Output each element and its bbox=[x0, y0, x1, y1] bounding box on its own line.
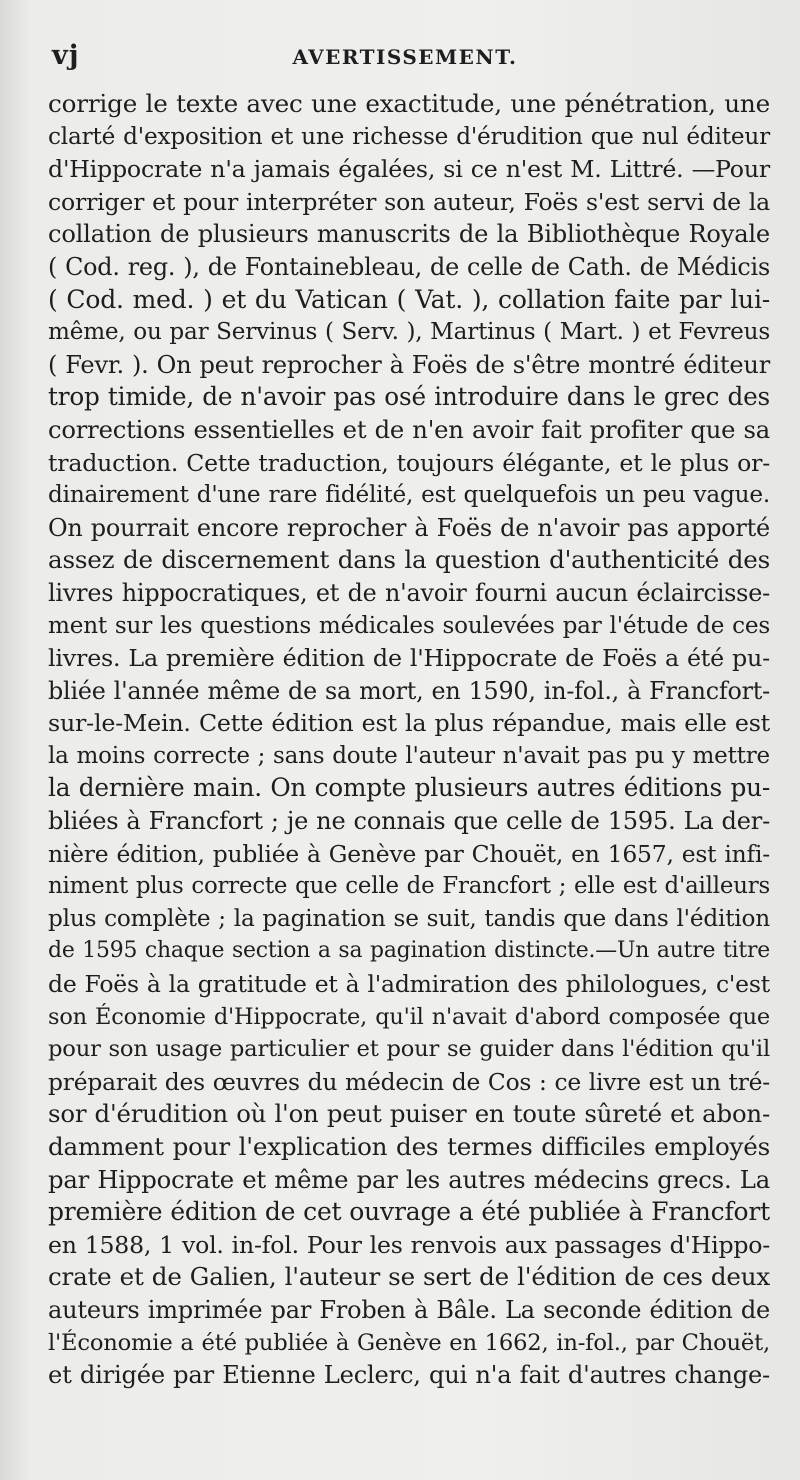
text-line: collation de plusieurs manuscrits de la Bibliothèque Royale bbox=[48, 220, 770, 249]
text-line: pour son usage particulier et pour se guider dans l'édition qu'il bbox=[48, 1036, 770, 1063]
text-line: auteurs imprimée par Froben à Bâle. La seconde édition de bbox=[48, 1295, 770, 1324]
text-line: dinairement d'une rare fidélité, est quelquefois un peu vague. bbox=[48, 482, 770, 509]
running-head bbox=[52, 40, 758, 80]
text-line: corriger et pour interpréter son auteur, Foës s'est servi de la bbox=[48, 187, 770, 216]
text-line: corrige le texte avec une exactitude, une pénétration, une bbox=[48, 89, 770, 118]
text-line: bliées à Francfort ; je ne connais que celle de 1595. La der- bbox=[48, 807, 770, 836]
body-text bbox=[48, 88, 770, 1392]
text-line: niment plus correcte que celle de Francfort ; elle est d'ailleurs bbox=[48, 873, 770, 900]
text-line: préparait des œuvres du médecin de Cos : ce livre est un tré- bbox=[48, 1067, 770, 1096]
text-line: damment pour l'explication des termes difficiles employés bbox=[48, 1132, 770, 1161]
text-line: livres. La première édition de l'Hippocrate de Foës a été pu- bbox=[48, 644, 770, 673]
text-line: ( Cod. reg. ), de Fontainebleau, de celle de Cath. de Médicis bbox=[48, 252, 770, 281]
text-line: nière édition, publiée à Genève par Chouët, en 1657, est infi- bbox=[48, 839, 770, 868]
text-line: plus complète ; la pagination se suit, tandis que dans l'édition bbox=[48, 904, 770, 932]
text-line: assez de discernement dans la question d'authenticité des bbox=[48, 545, 770, 575]
text-line: la moins correcte ; sans doute l'auteur n'avait pas pu y mettre bbox=[48, 742, 770, 769]
running-title: AVERTISSEMENT. bbox=[292, 45, 518, 69]
text-line: d'Hippocrate n'a jamais égalées, si ce n'est M. Littré. —Pour bbox=[48, 155, 770, 184]
text-line: par Hippocrate et même par les autres médecins grecs. La bbox=[48, 1164, 770, 1194]
text-line: l'Économie a été publiée à Genève en 1662, in-fol., par Chouët, bbox=[48, 1329, 770, 1356]
text-line: la dernière main. On compte plusieurs autres éditions pu- bbox=[48, 773, 770, 803]
text-line: ( Fevr. ). On peut reprocher à Foës de s'être montré éditeur bbox=[48, 350, 770, 379]
text-line: ment sur les questions médicales soulevées par l'étude de ces bbox=[48, 612, 770, 639]
text-line: trop timide, de n'avoir pas osé introduire dans le grec des bbox=[48, 382, 770, 412]
text-line: crate et de Galien, l'auteur se sert de l'édition de ces deux bbox=[48, 1262, 770, 1292]
text-line: même, ou par Servinus ( Serv. ), Martinus ( Mart. ) et Fevreus bbox=[48, 319, 770, 346]
text-line: clarté d'exposition et une richesse d'érudition que nul éditeur bbox=[48, 122, 770, 150]
text-line: de 1595 chaque section a sa pagination distincte.—Un autre titre bbox=[48, 938, 770, 964]
text-line: et dirigée par Etienne Leclerc, qui n'a fait d'autres change- bbox=[48, 1361, 770, 1390]
text-line: de Foës à la gratitude et à l'admiration des philologues, c'est bbox=[48, 970, 770, 999]
text-line: corrections essentielles et de n'en avoir fait profiter que sa bbox=[48, 414, 770, 444]
text-line: sor d'érudition où l'on peut puiser en toute sûreté et abon- bbox=[48, 1099, 770, 1129]
text-line: son Économie d'Hippocrate, qu'il n'avait d'abord composée que bbox=[48, 1003, 770, 1030]
text-line: ( Cod. med. ) et du Vatican ( Vat. ), collation faite par lui- bbox=[48, 284, 770, 314]
text-line: traduction. Cette traduction, toujours élégante, et le plus or- bbox=[48, 448, 770, 477]
text-line: en 1588, 1 vol. in-fol. Pour les renvois aux passages d'Hippo- bbox=[48, 1230, 770, 1259]
text-line: On pourrait encore reprocher à Foës de n'avoir pas apporté bbox=[48, 513, 770, 542]
page-number: vj bbox=[52, 40, 80, 71]
text-line: livres hippocratiques, et de n'avoir fourni aucun éclaircisse- bbox=[48, 578, 770, 607]
text-line: première édition de cet ouvrage a été publiée à Francfort bbox=[48, 1197, 770, 1227]
text-line: bliée l'année même de sa mort, en 1590, in-fol., à Francfort- bbox=[48, 676, 770, 705]
text-line: sur-le-Mein. Cette édition est la plus répandue, mais elle est bbox=[48, 709, 770, 738]
